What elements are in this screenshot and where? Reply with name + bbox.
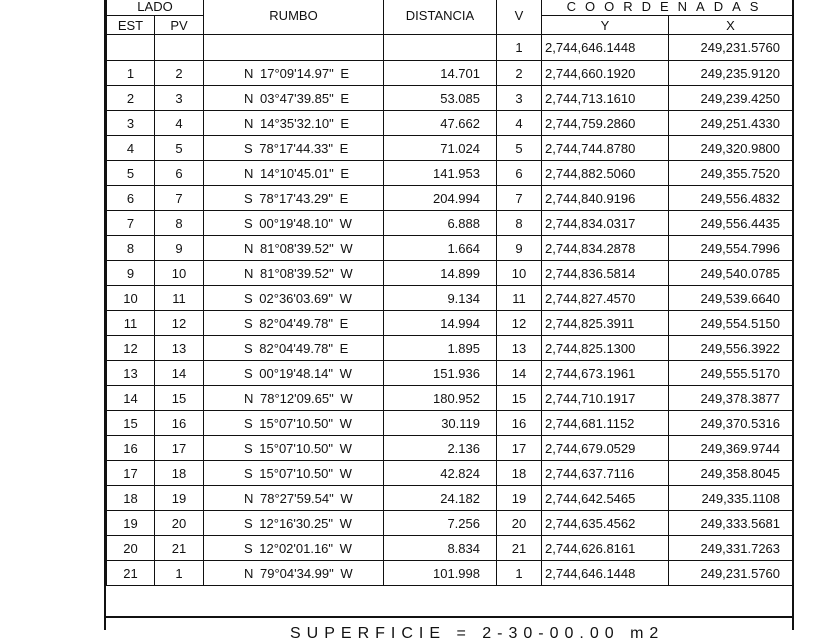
v-cell: 3 (497, 86, 542, 111)
distancia-cell: 6.888 (384, 211, 497, 236)
v-header: V (497, 0, 542, 35)
rumbo-cell: N 78°12'09.65" W (204, 386, 384, 411)
y-cell: 2,744,834.0317 (542, 211, 669, 236)
pv-cell: 21 (155, 536, 204, 561)
pv-cell: 9 (155, 236, 204, 261)
pv-cell: 12 (155, 311, 204, 336)
pv-cell: 18 (155, 461, 204, 486)
est-cell: 15 (107, 411, 155, 436)
rumbo-cell: N 78°27'59.54" W (204, 486, 384, 511)
v-cell: 6 (497, 161, 542, 186)
est-cell: 13 (107, 361, 155, 386)
distancia-header: DISTANCIA (384, 0, 497, 35)
x-cell: 249,554.5150 (669, 311, 793, 336)
distancia-cell: 24.182 (384, 486, 497, 511)
pv-cell: 19 (155, 486, 204, 511)
distancia-cell: 7.256 (384, 511, 497, 536)
est-cell: 14 (107, 386, 155, 411)
v-cell: 10 (497, 261, 542, 286)
rumbo-cell: N 81°08'39.52" W (204, 261, 384, 286)
distancia-cell: 101.998 (384, 561, 497, 586)
distancia-cell: 141.953 (384, 161, 497, 186)
pv-cell: 15 (155, 386, 204, 411)
x-cell: 249,378.3877 (669, 386, 793, 411)
y-cell: 2,744,759.2860 (542, 111, 669, 136)
pv-cell: 1 (155, 561, 204, 586)
x-cell: 249,251.4330 (669, 111, 793, 136)
y-cell: 2,744,713.1610 (542, 86, 669, 111)
y-cell: 2,744,642.5465 (542, 486, 669, 511)
distancia-cell: 53.085 (384, 86, 497, 111)
rumbo-cell: N 14°10'45.01" E (204, 161, 384, 186)
x-cell: 249,355.7520 (669, 161, 793, 186)
pv-cell: 8 (155, 211, 204, 236)
v-cell: 1 (497, 561, 542, 586)
table-row (107, 236, 793, 261)
est-cell: 1 (107, 61, 155, 86)
v-cell: 20 (497, 511, 542, 536)
x-header: X (669, 16, 793, 35)
x-cell: 249,369.9744 (669, 436, 793, 461)
x-cell: 249,320.9800 (669, 136, 793, 161)
est-cell (107, 35, 155, 61)
distancia-cell: 14.899 (384, 261, 497, 286)
est-cell: 20 (107, 536, 155, 561)
table-row (107, 511, 793, 536)
x-cell: 249,335.1108 (669, 486, 793, 511)
rumbo-cell: S 12°16'30.25" W (204, 511, 384, 536)
y-cell: 2,744,646.1448 (542, 35, 669, 61)
distancia-cell (384, 35, 497, 61)
est-cell: 3 (107, 111, 155, 136)
est-cell: 5 (107, 161, 155, 186)
pv-cell: 3 (155, 86, 204, 111)
x-cell: 249,370.5316 (669, 411, 793, 436)
x-cell: 249,235.9120 (669, 61, 793, 86)
x-cell: 249,333.5681 (669, 511, 793, 536)
table-row (107, 161, 793, 186)
est-cell: 10 (107, 286, 155, 311)
table-row (107, 436, 793, 461)
x-cell: 249,331.7263 (669, 536, 793, 561)
table-row (107, 61, 793, 86)
table-row-initial (107, 35, 793, 61)
rumbo-cell: S 15°07'10.50" W (204, 461, 384, 486)
v-cell: 16 (497, 411, 542, 436)
rumbo-cell: N 14°35'32.10" E (204, 111, 384, 136)
rumbo-cell: S 15°07'10.50" W (204, 436, 384, 461)
v-cell: 1 (497, 35, 542, 61)
table-row (107, 411, 793, 436)
rumbo-cell: S 78°17'43.29" E (204, 186, 384, 211)
v-cell: 4 (497, 111, 542, 136)
table-row (107, 561, 793, 586)
y-cell: 2,744,840.9196 (542, 186, 669, 211)
rumbo-cell: S 78°17'44.33" E (204, 136, 384, 161)
rumbo-cell: S 02°36'03.69" W (204, 286, 384, 311)
y-cell: 2,744,825.1300 (542, 336, 669, 361)
v-cell: 5 (497, 136, 542, 161)
x-cell: 249,556.4435 (669, 211, 793, 236)
y-cell: 2,744,882.5060 (542, 161, 669, 186)
est-cell: 4 (107, 136, 155, 161)
x-cell: 249,539.6640 (669, 286, 793, 311)
est-cell: 16 (107, 436, 155, 461)
distancia-cell: 8.834 (384, 536, 497, 561)
distancia-cell: 1.664 (384, 236, 497, 261)
y-cell: 2,744,673.1961 (542, 361, 669, 386)
y-cell: 2,744,834.2878 (542, 236, 669, 261)
v-cell: 12 (497, 311, 542, 336)
table-row (107, 261, 793, 286)
est-header: EST (107, 16, 155, 35)
x-cell: 249,231.5760 (669, 35, 793, 61)
distancia-cell: 71.024 (384, 136, 497, 161)
x-cell: 249,231.5760 (669, 561, 793, 586)
est-cell: 21 (107, 561, 155, 586)
x-cell: 249,554.7996 (669, 236, 793, 261)
table-row (107, 336, 793, 361)
pv-cell: 2 (155, 61, 204, 86)
y-cell: 2,744,679.0529 (542, 436, 669, 461)
est-cell: 8 (107, 236, 155, 261)
est-cell: 6 (107, 186, 155, 211)
table-row (107, 186, 793, 211)
est-cell: 2 (107, 86, 155, 111)
est-cell: 18 (107, 486, 155, 511)
pv-cell: 10 (155, 261, 204, 286)
y-cell: 2,744,827.4570 (542, 286, 669, 311)
y-cell: 2,744,710.1917 (542, 386, 669, 411)
pv-cell: 14 (155, 361, 204, 386)
table-row (107, 486, 793, 511)
coordinate-table-sheet (104, 0, 794, 642)
v-cell: 11 (497, 286, 542, 311)
y-cell: 2,744,825.3911 (542, 311, 669, 336)
y-cell: 2,744,637.7116 (542, 461, 669, 486)
table-row (107, 286, 793, 311)
x-cell: 249,540.0785 (669, 261, 793, 286)
y-cell: 2,744,635.4562 (542, 511, 669, 536)
rumbo-cell: N 17°09'14.97" E (204, 61, 384, 86)
rumbo-cell: S 00°19'48.14" W (204, 361, 384, 386)
rumbo-header: RUMBO (204, 0, 384, 35)
coordenadas-header: COORDENADAS (542, 0, 793, 16)
y-cell: 2,744,660.1920 (542, 61, 669, 86)
table-row (107, 111, 793, 136)
area-footer (106, 616, 792, 642)
y-cell: 2,744,626.8161 (542, 536, 669, 561)
lado-header: LADO (107, 0, 204, 16)
table-row (107, 136, 793, 161)
x-cell: 249,358.8045 (669, 461, 793, 486)
table-row (107, 536, 793, 561)
rumbo-cell: S 15°07'10.50" W (204, 411, 384, 436)
y-cell: 2,744,744.8780 (542, 136, 669, 161)
table-row (107, 461, 793, 486)
est-cell: 9 (107, 261, 155, 286)
y-header: Y (542, 16, 669, 35)
header-row-1 (107, 0, 793, 16)
distancia-cell: 42.824 (384, 461, 497, 486)
v-cell: 13 (497, 336, 542, 361)
rumbo-cell: N 03°47'39.85" E (204, 86, 384, 111)
y-cell: 2,744,646.1448 (542, 561, 669, 586)
distancia-cell: 14.701 (384, 61, 497, 86)
distancia-cell: 2.136 (384, 436, 497, 461)
y-cell: 2,744,836.5814 (542, 261, 669, 286)
rumbo-cell: S 82°04'49.78" E (204, 311, 384, 336)
distancia-cell: 30.119 (384, 411, 497, 436)
distancia-cell: 180.952 (384, 386, 497, 411)
v-cell: 17 (497, 436, 542, 461)
x-cell: 249,556.4832 (669, 186, 793, 211)
area-text: SUPERFICIE = 2-30-00.00 m2 (290, 625, 665, 642)
x-cell: 249,239.4250 (669, 86, 793, 111)
pv-cell: 20 (155, 511, 204, 536)
est-cell: 12 (107, 336, 155, 361)
distancia-cell: 9.134 (384, 286, 497, 311)
v-cell: 19 (497, 486, 542, 511)
rumbo-cell (204, 35, 384, 61)
est-cell: 17 (107, 461, 155, 486)
v-cell: 8 (497, 211, 542, 236)
distancia-cell: 1.895 (384, 336, 497, 361)
v-cell: 18 (497, 461, 542, 486)
pv-cell: 11 (155, 286, 204, 311)
pv-cell: 5 (155, 136, 204, 161)
v-cell: 9 (497, 236, 542, 261)
table-row (107, 311, 793, 336)
est-cell: 7 (107, 211, 155, 236)
table-row (107, 211, 793, 236)
rumbo-cell: S 82°04'49.78" E (204, 336, 384, 361)
pv-cell: 13 (155, 336, 204, 361)
x-cell: 249,556.3922 (669, 336, 793, 361)
distancia-cell: 151.936 (384, 361, 497, 386)
distancia-cell: 14.994 (384, 311, 497, 336)
pv-cell: 17 (155, 436, 204, 461)
pv-cell: 4 (155, 111, 204, 136)
distancia-cell: 47.662 (384, 111, 497, 136)
est-cell: 11 (107, 311, 155, 336)
v-cell: 2 (497, 61, 542, 86)
est-cell: 19 (107, 511, 155, 536)
distancia-cell: 204.994 (384, 186, 497, 211)
coordinate-table (106, 0, 793, 586)
v-cell: 15 (497, 386, 542, 411)
pv-cell: 6 (155, 161, 204, 186)
table-row (107, 386, 793, 411)
pv-cell: 7 (155, 186, 204, 211)
v-cell: 21 (497, 536, 542, 561)
v-cell: 14 (497, 361, 542, 386)
pv-cell: 16 (155, 411, 204, 436)
pv-header: PV (155, 16, 204, 35)
rumbo-cell: N 81°08'39.52" W (204, 236, 384, 261)
table-row (107, 361, 793, 386)
rumbo-cell: S 12°02'01.16" W (204, 536, 384, 561)
rumbo-cell: N 79°04'34.99" W (204, 561, 384, 586)
rumbo-cell: S 00°19'48.10" W (204, 211, 384, 236)
table-row (107, 86, 793, 111)
y-cell: 2,744,681.1152 (542, 411, 669, 436)
v-cell: 7 (497, 186, 542, 211)
pv-cell (155, 35, 204, 61)
x-cell: 249,555.5170 (669, 361, 793, 386)
